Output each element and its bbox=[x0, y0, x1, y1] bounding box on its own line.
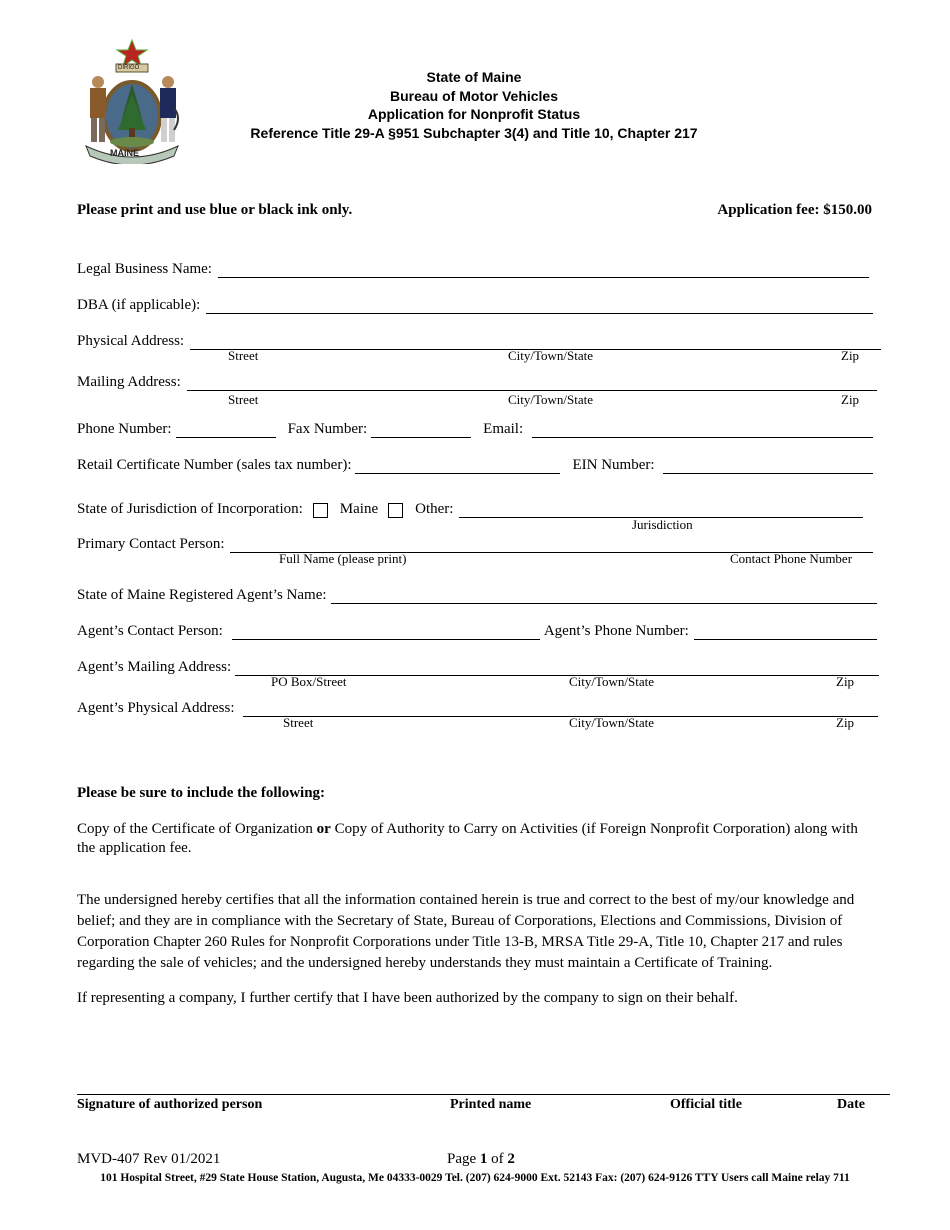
mailing-city-label: City/Town/State bbox=[508, 392, 594, 407]
agent-mailing-label: Agent’s Mailing Address: bbox=[77, 659, 232, 675]
contact-row bbox=[77, 418, 877, 438]
agent-physical-zip-sublabel: Zip bbox=[836, 715, 855, 730]
include-heading: Please be sure to include the following: bbox=[77, 785, 326, 801]
agent-physical-label: Agent’s Physical Address: bbox=[77, 700, 235, 716]
agent-contact-field[interactable] bbox=[232, 625, 540, 640]
header-bureau: Bureau of Motor Vehicles bbox=[389, 87, 559, 104]
dba-row bbox=[77, 294, 877, 314]
ein-field[interactable] bbox=[663, 459, 873, 474]
email-label: Email: bbox=[483, 421, 524, 437]
include-text-a: Copy of the Certificate of Organization bbox=[77, 821, 317, 837]
dba-label: DBA (if applicable): bbox=[77, 297, 201, 313]
form-header bbox=[0, 68, 950, 142]
legal-name-label: Legal Business Name: bbox=[77, 261, 212, 277]
mailing-address-field[interactable] bbox=[187, 376, 877, 391]
physical-address-row bbox=[77, 330, 881, 350]
page-of: of bbox=[487, 1151, 508, 1167]
header-reference: Reference Title 29-A §951 Subchapter 3(4) and Title 10, Chapter 217 bbox=[250, 124, 698, 141]
agent-physical-street-sublabel: Street bbox=[283, 715, 314, 730]
full-name-sublabel: Full Name (please print) bbox=[279, 551, 407, 566]
maine-checkbox[interactable] bbox=[313, 503, 328, 518]
include-text bbox=[77, 820, 877, 858]
legal-name-field[interactable] bbox=[218, 263, 869, 278]
page-total: 2 bbox=[507, 1151, 515, 1167]
agent-mailing-city-sublabel: City/Town/State bbox=[569, 674, 655, 689]
maine-label: Maine bbox=[339, 501, 379, 517]
tax-row bbox=[77, 454, 877, 474]
agent-mailing-street-sublabel: PO Box/Street bbox=[271, 674, 347, 689]
jurisdiction-row bbox=[77, 498, 877, 518]
mailing-address-label: Mailing Address: bbox=[77, 374, 181, 390]
mailing-street-label: Street bbox=[228, 392, 259, 407]
include-text-b: Copy of Authority to Carry on Activities (if Foreign Nonprofit Corporation) along with the application fee. bbox=[77, 821, 858, 856]
agent-mailing-zip-sublabel: Zip bbox=[836, 674, 855, 689]
agent-phone-label: Agent’s Phone Number: bbox=[543, 623, 689, 639]
other-label: Other: bbox=[415, 501, 454, 517]
header-title: Application for Nonprofit Status bbox=[367, 106, 581, 122]
instructions: Please print and use blue or black ink only. bbox=[77, 202, 353, 218]
include-or: or bbox=[316, 821, 331, 837]
page-number bbox=[447, 1151, 515, 1168]
retail-cert-field[interactable] bbox=[355, 459, 560, 474]
agent-name-row bbox=[77, 584, 877, 604]
physical-street-label: Street bbox=[228, 348, 259, 363]
fax-field[interactable] bbox=[371, 423, 471, 438]
agent-physical-field[interactable] bbox=[243, 702, 879, 717]
date-label: Date bbox=[837, 1097, 865, 1112]
fax-label: Fax Number: bbox=[287, 421, 368, 437]
primary-contact-row bbox=[77, 533, 877, 553]
jurisdiction-label: State of Jurisdiction of Incorporation: bbox=[77, 501, 303, 517]
agent-mailing-row bbox=[77, 656, 879, 676]
page-current: 1 bbox=[479, 1151, 488, 1167]
legal-name-row bbox=[77, 258, 877, 278]
company-certification: If representing a company, I further certify that I have been authorized by the company to sign on their behalf. bbox=[77, 990, 738, 1006]
mailing-zip-label: Zip bbox=[841, 392, 860, 407]
phone-label: Phone Number: bbox=[77, 421, 172, 437]
seal-text: MAINE bbox=[110, 148, 139, 158]
printed-name-label: Printed name bbox=[450, 1097, 532, 1112]
agent-contact-label: Agent’s Contact Person: bbox=[77, 623, 223, 639]
form-id: MVD-407 Rev 01/2021 bbox=[77, 1151, 221, 1167]
physical-city-label: City/Town/State bbox=[508, 348, 594, 363]
agent-phone-field[interactable] bbox=[694, 625, 877, 640]
agent-physical-city-sublabel: City/Town/State bbox=[569, 715, 655, 730]
retail-cert-label: Retail Certificate Number (sales tax number): bbox=[77, 457, 352, 473]
email-field[interactable] bbox=[532, 423, 873, 438]
official-title-label: Official title bbox=[670, 1097, 742, 1112]
agent-contact-row bbox=[77, 620, 877, 640]
seal-motto: DIRIGO bbox=[118, 65, 140, 71]
application-fee: Application fee: $150.00 bbox=[717, 202, 872, 218]
mailing-address-row bbox=[77, 371, 877, 391]
physical-address-label: Physical Address: bbox=[77, 333, 185, 349]
physical-zip-label: Zip bbox=[841, 348, 860, 363]
other-jurisdiction-field[interactable] bbox=[459, 503, 863, 518]
agent-name-label: State of Maine Registered Agent’s Name: bbox=[77, 587, 327, 603]
dba-field[interactable] bbox=[206, 299, 873, 314]
page-prefix: Page bbox=[447, 1151, 480, 1167]
header-state: State of Maine bbox=[426, 69, 522, 85]
signature-label: Signature of authorized person bbox=[77, 1097, 263, 1112]
jurisdiction-sublabel: Jurisdiction bbox=[632, 517, 693, 532]
contact-phone-sublabel: Contact Phone Number bbox=[730, 551, 853, 566]
agent-name-field[interactable] bbox=[331, 589, 877, 604]
signature-line[interactable] bbox=[77, 1094, 890, 1095]
other-checkbox[interactable] bbox=[388, 503, 403, 518]
certification-text: The undersigned hereby certifies that all the information contained herein is true and correct to the best of my/our knowledge and belief; and they are in compliance with the Secretary of State, Bureau of Corporations, Elections and Commissions, Division of Corporation Chapter 260 Rules for Nonprofit Corporations under Title 13-B, MRSA Title 29-A, Title 10, Chapter 217 and rules regarding the sale of vehicles; and the undersigned hereby understands they must maintain a Certificate of Training. bbox=[77, 892, 855, 971]
primary-contact-label: Primary Contact Person: bbox=[77, 536, 225, 552]
footer-address: 101 Hospital Street, #29 State House Station, Augusta, Me 04333-0029 Tel. (207) 624-9000 Ext. 52143 Fax: (207) 624-9126 TTY Users call Maine relay 711 bbox=[100, 1172, 850, 1184]
ein-label: EIN Number: bbox=[572, 457, 655, 473]
agent-physical-row bbox=[77, 697, 878, 717]
phone-field[interactable] bbox=[176, 423, 276, 438]
